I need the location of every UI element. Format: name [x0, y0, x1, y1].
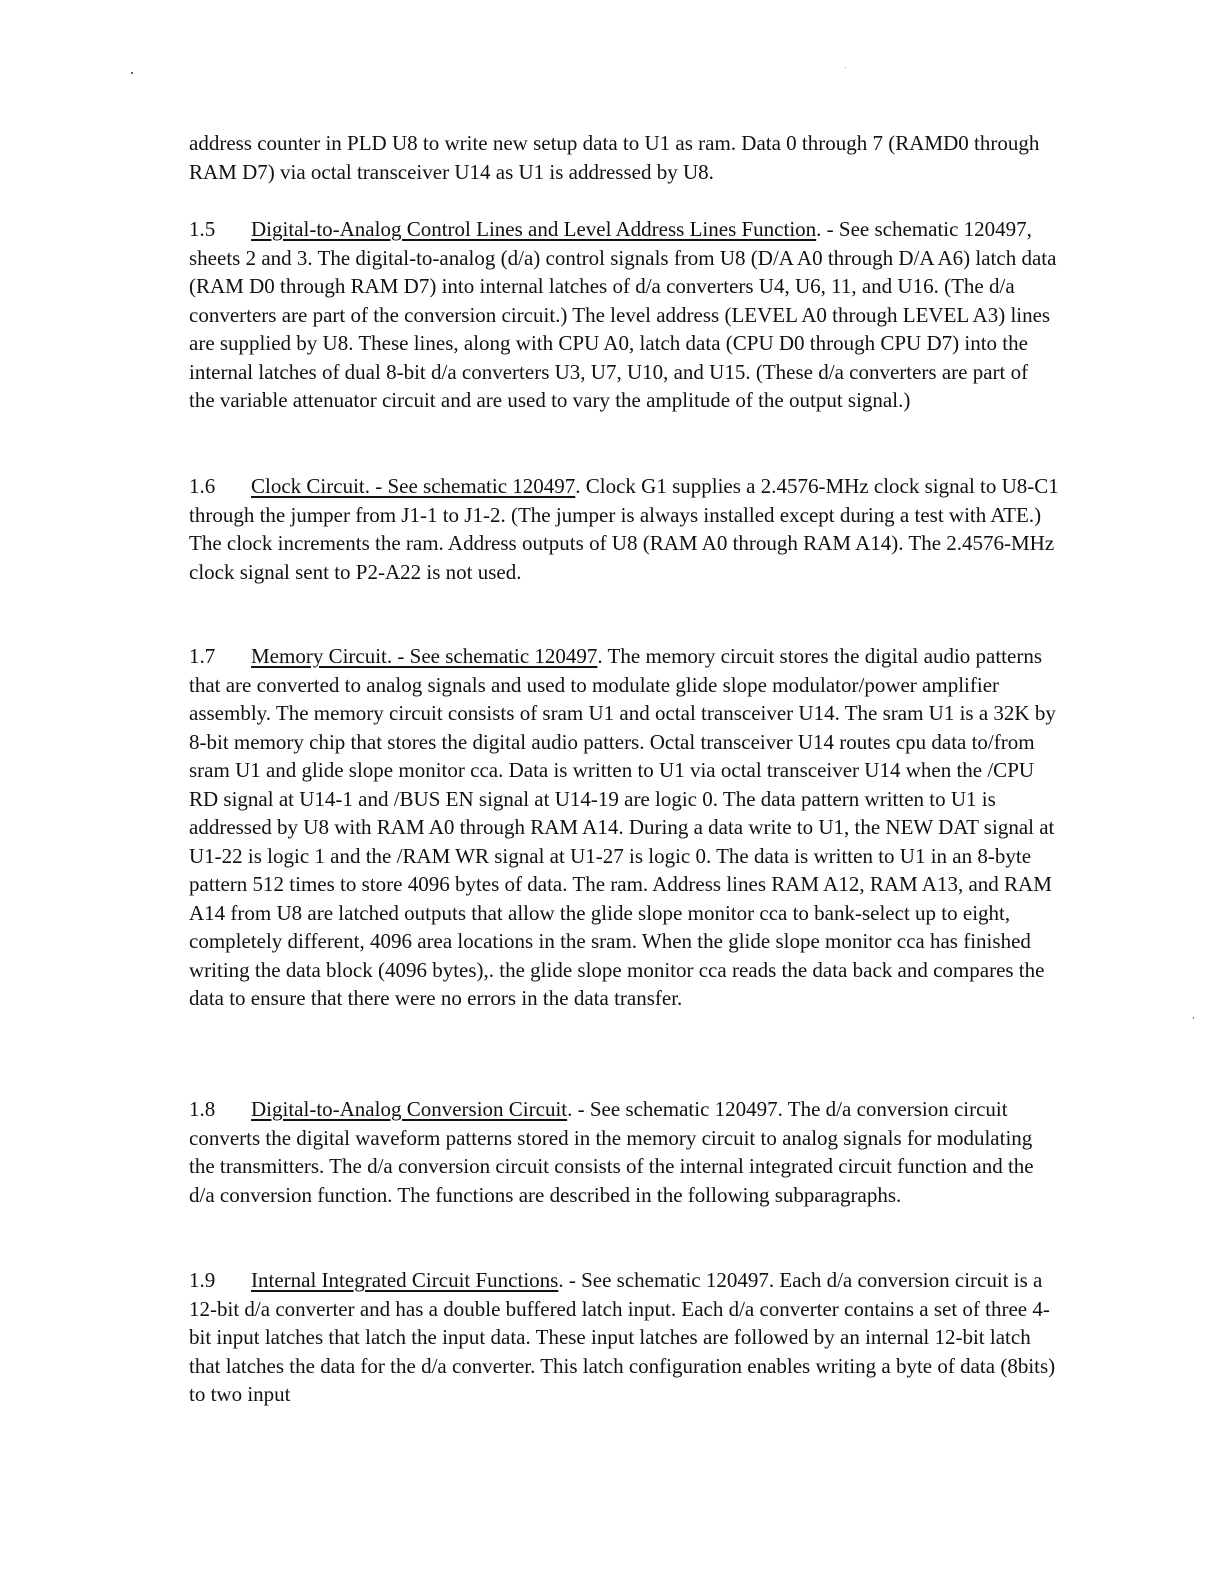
section-body: . The memory circuit stores the digital audio patterns that are converted to analog signals and used to modulate glide slope modulator/power amplifier assembly. The memory circuit consists of sram U1 and octal transceiver U14. The sram U1 is a 32K by 8-bit memory chip that stores the digital audio patters. Octal transceiver U14 routes cpu data to/from sram U1 and glide slope monitor cca. Data is written to U1 via octal transceiver U14 when the /CPU RD signal at U14-1 and /BUS EN signal at U14-19 are logic 0. The data pattern written to U1 is addressed by U8 with RAM A0 through RAM A14. During a data write to U1, the NEW DAT signal at U1-22 is logic 1 and the /RAM WR signal at U1-27 is logic 0. The data is written to U1 in an 8-byte pattern 512 times to store 4096 bytes of data. The ram. Address lines RAM A12, RAM A13, and RAM A14 from U8 are latched outputs that allow the glide slope monitor cca to bank-select up to eight, completely different, 4096 area locations in the sram. When the glide slope monitor cca has finished writing the data block (4096 bytes),. the glide slope monitor cca reads the data back and compares the data to ensure that there were no errors in the data transfer. — [189, 644, 1056, 1010]
section-number: 1.7 — [189, 644, 216, 668]
section-heading: Digital-to-Analog Conversion Circuit — [251, 1097, 568, 1121]
section-number: 1.5 — [189, 217, 216, 241]
scan-speck — [1193, 1017, 1194, 1019]
section-heading: Digital-to-Analog Control Lines and Level Address Lines Function — [251, 217, 817, 241]
section-body: . - See schematic 120497, sheets 2 and 3. The digital-to-analog (d/a) control signals from U8 (D/A A0 through D/A A6) latch data (RAM D0 through RAM D7) into internal latches of d/a converters U4, U6, 11, and U16. (The d/a converters are part of the conversion circuit.) The level address (LEVEL A0 through LEVEL A3) lines are supplied by U8. These lines, along with CPU A0, latch data (CPU D0 through CPU D7) into the internal latches of dual 8-bit d/a converters U3, U7, U10, and U15. (These d/a converters are part of the variable attenuator circuit and are used to vary the amplitude of the output signal.) — [189, 217, 1057, 412]
section-1-9 — [189, 1266, 1059, 1409]
section-body: . - See schematic 120497. Each d/a conversion circuit is a 12-bit d/a converter and has a double buffered latch input. Each d/a converter contains a set of three 4-bit input latches that latch the input data. These input latches are followed by an internal 12-bit latch that latches the data for the d/a converter. This latch configuration enables writing a byte of data (8bits) to two input — [189, 1268, 1056, 1406]
intro-text: address counter in PLD U8 to write new setup data to U1 as ram. Data 0 through 7 (RAMD0 through RAM D7) via octal transceiver U14 as U1 is addressed by U8. — [189, 131, 1040, 184]
section-heading: Memory Circuit. - See schematic 120497 — [251, 644, 598, 668]
scan-speck — [845, 67, 846, 68]
scan-speck — [131, 72, 133, 74]
section-1-5 — [189, 215, 1059, 415]
section-number: 1.9 — [189, 1268, 216, 1292]
section-heading: Clock Circuit. - See schematic 120497 — [251, 474, 576, 498]
section-1-8 — [189, 1095, 1059, 1209]
section-1-6 — [189, 472, 1059, 586]
section-number: 1.8 — [189, 1097, 216, 1121]
section-body: . - See schematic 120497. The d/a conversion circuit converts the digital waveform patterns stored in the memory circuit to analog signals for modulating the transmitters. The d/a conversion circuit consists of the internal integrated circuit function and the d/a conversion function. The functions are described in the following subparagraphs. — [189, 1097, 1034, 1207]
section-heading: Internal Integrated Circuit Functions — [251, 1268, 559, 1292]
section-1-7 — [189, 642, 1059, 1013]
section-number: 1.6 — [189, 474, 216, 498]
section-body: . Clock G1 supplies a 2.4576-MHz clock signal to U8-C1 through the jumper from J1-1 to J1-2. (The jumper is always installed except during a test with ATE.) The clock increments the ram. Address outputs of U8 (RAM A0 through RAM A14). The 2.4576-MHz clock signal sent to P2-A22 is not used. — [189, 474, 1059, 584]
intro-paragraph — [189, 129, 1059, 186]
